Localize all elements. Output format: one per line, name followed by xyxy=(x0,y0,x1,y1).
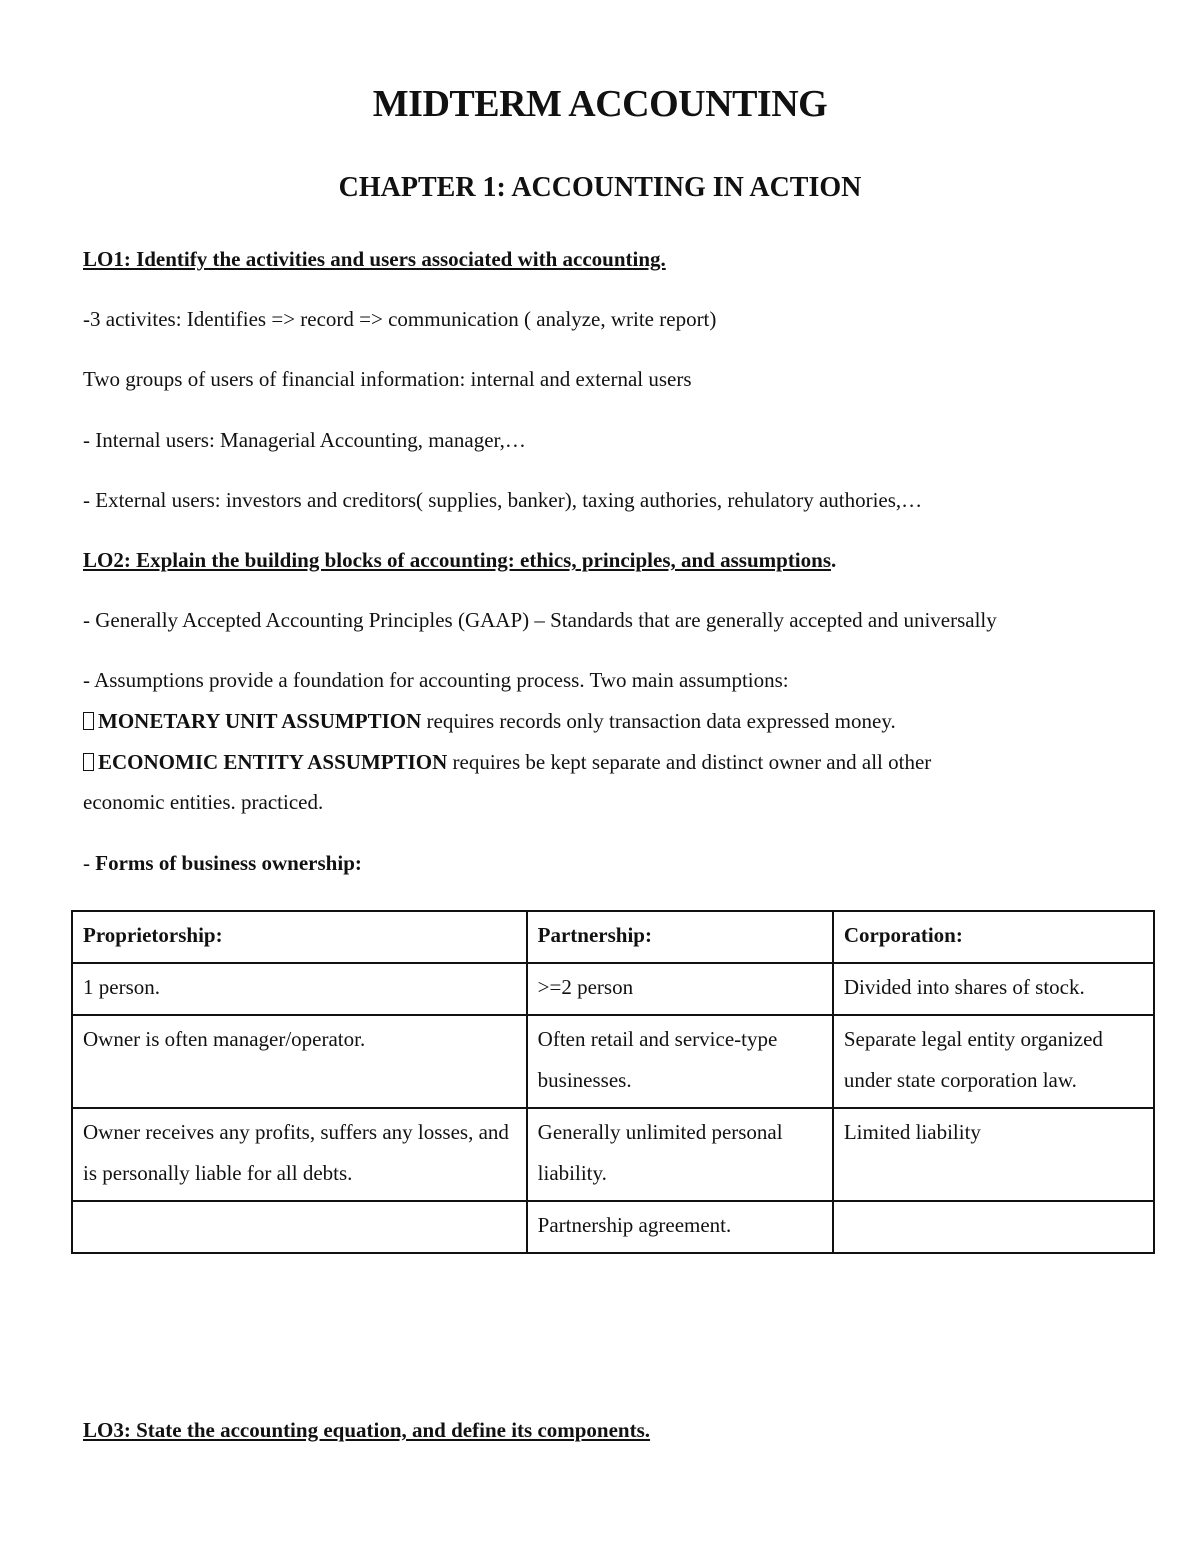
forms-heading-line xyxy=(83,851,362,876)
monetary-unit-term: MONETARY UNIT ASSUMPTION xyxy=(98,709,422,733)
economic-entity-cont: economic entities. practiced. xyxy=(83,790,324,814)
table-row xyxy=(72,963,1154,1015)
forms-heading: Forms of business ownership: xyxy=(95,851,362,875)
table-header-cell: Partnership: xyxy=(527,911,833,963)
table-cell: Owner receives any profits, suffers any losses, and is personally liable for all debts. xyxy=(72,1108,527,1201)
lo3-heading: LO3: State the accounting equation, and define its components. xyxy=(83,1418,651,1442)
lo1-activities: -3 activites: Identifies => record => communication ( analyze, write report) xyxy=(83,307,717,331)
chapter-heading: CHAPTER 1: ACCOUNTING IN ACTION xyxy=(338,172,862,203)
lo2-gaap: - Generally Accepted Accounting Principles (GAAP) – Standards that are generally accepted and universally xyxy=(83,608,997,632)
table-header-row xyxy=(72,911,1154,963)
table-header-cell: Proprietorship: xyxy=(72,911,527,963)
economic-entity-desc: requires be kept separate and distinct owner and all other xyxy=(447,750,932,774)
table-cell: 1 person. xyxy=(72,963,527,1015)
lo1-external-users: - External users: investors and creditors( supplies, banker), taxing authories, rehulatory authories,… xyxy=(83,488,923,512)
bullet-glyph-icon xyxy=(83,753,94,771)
table-cell: Divided into shares of stock. xyxy=(833,963,1154,1015)
table-cell: Generally unlimited personal liability. xyxy=(527,1108,833,1201)
lo2-heading-line xyxy=(83,548,836,573)
document-title: MIDTERM ACCOUNTING xyxy=(372,83,828,125)
table-cell: Partnership agreement. xyxy=(527,1201,833,1253)
table-row xyxy=(72,1108,1154,1201)
table-header-cell: Corporation: xyxy=(833,911,1154,963)
table-cell: Often retail and service-type businesses. xyxy=(527,1015,833,1108)
economic-entity-term: ECONOMIC ENTITY ASSUMPTION xyxy=(98,750,448,774)
lo2-assumptions: - Assumptions provide a foundation for accounting process. Two main assumptions: xyxy=(83,668,789,692)
lo1-user-groups: Two groups of users of financial information: internal and external users xyxy=(83,367,692,391)
table-cell xyxy=(833,1201,1154,1253)
table-cell: Limited liability xyxy=(833,1108,1154,1201)
forms-prefix: - xyxy=(83,851,96,875)
ownership-table xyxy=(71,910,1155,1254)
table-row xyxy=(72,1015,1154,1108)
table-cell: Owner is often manager/operator. xyxy=(72,1015,527,1108)
table-cell xyxy=(72,1201,527,1253)
table-cell: >=2 person xyxy=(527,963,833,1015)
lo1-internal-users: - Internal users: Managerial Accounting, manager,… xyxy=(83,428,526,452)
lo1-heading: LO1: Identify the activities and users associated with accounting. xyxy=(83,247,666,271)
economic-entity-line xyxy=(83,750,931,775)
lo2-heading: LO2: Explain the building blocks of accounting: ethics, principles, and assumptions xyxy=(83,548,831,572)
bullet-glyph-icon xyxy=(83,712,94,730)
table-cell: Separate legal entity organized under state corporation law. xyxy=(833,1015,1154,1108)
lo2-heading-period: . xyxy=(831,548,837,572)
monetary-unit-line xyxy=(83,709,896,734)
monetary-unit-desc: requires records only transaction data expressed money. xyxy=(421,709,896,733)
table-row xyxy=(72,1201,1154,1253)
